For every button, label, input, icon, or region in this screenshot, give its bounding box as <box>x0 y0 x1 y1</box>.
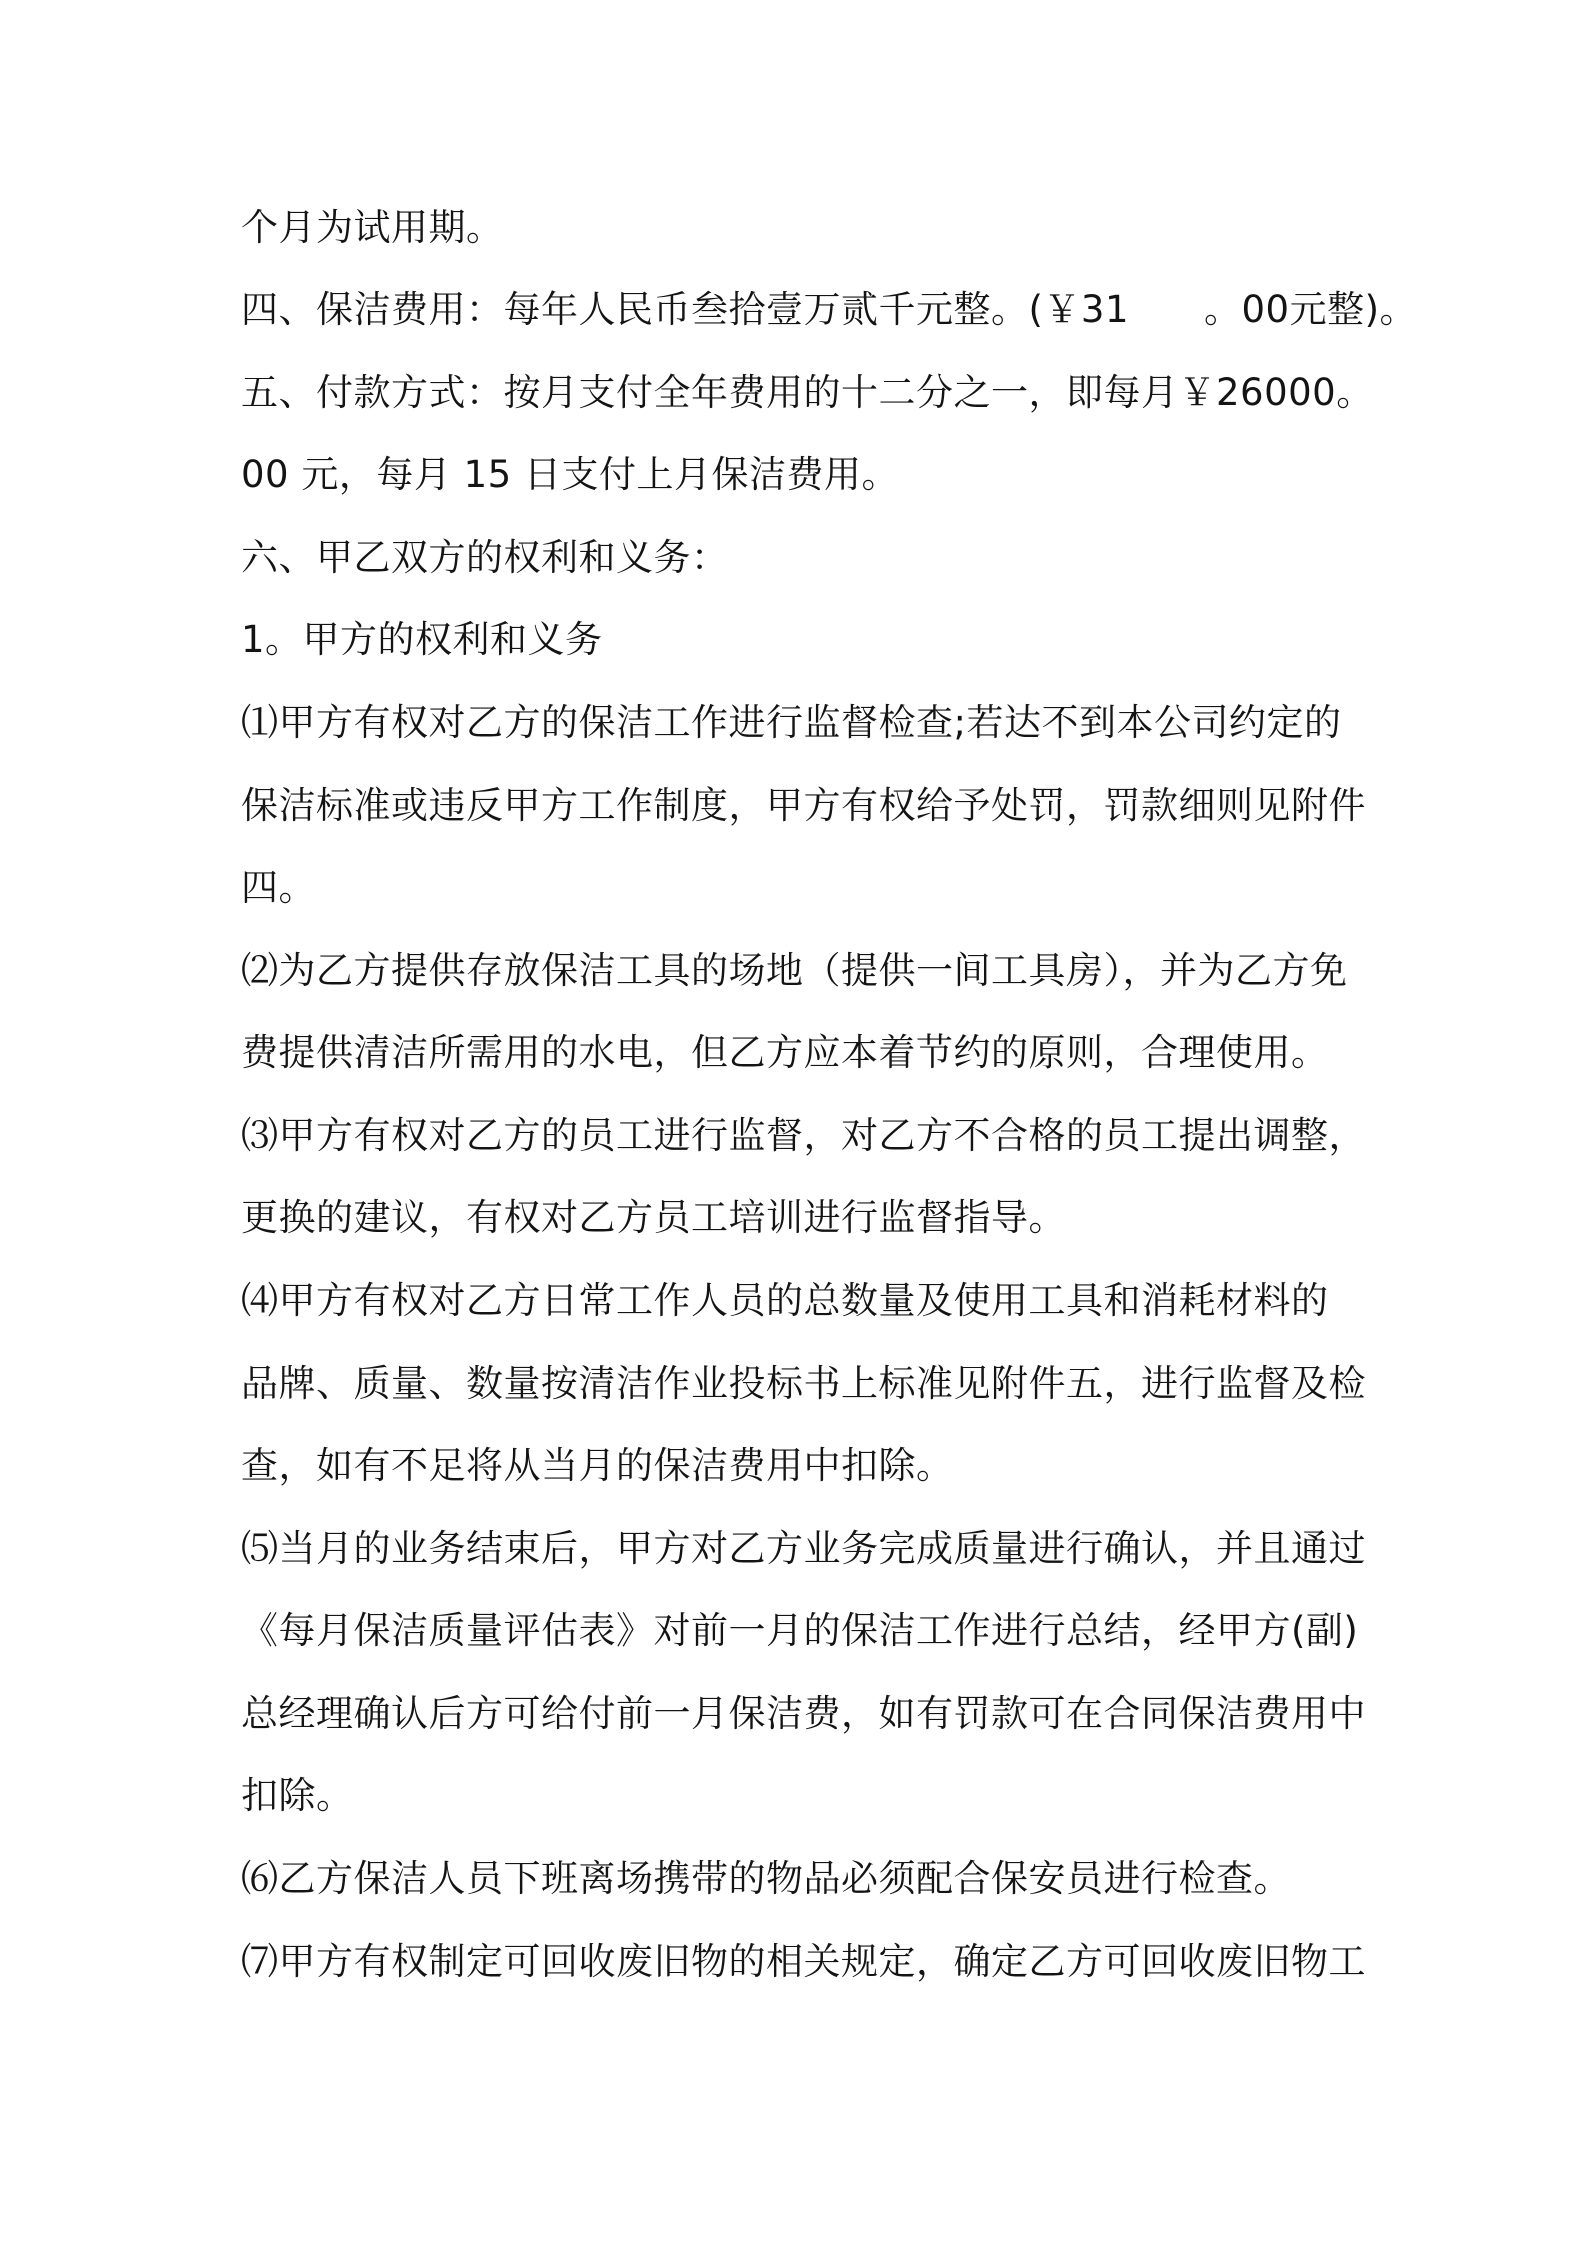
text-line: ⑴甲方有权对乙方的保洁工作进行监督检查;若达不到本公司约定的 <box>241 701 1342 744</box>
text-line: 00 元，每月 15 日支付上月保洁费用。 <box>241 453 899 496</box>
text-line: 四、保洁费用：每年人民币叁拾壹万贰千元整。(￥31 。00元整)。 <box>241 288 1418 331</box>
text-line: 扣除。 <box>241 1774 354 1817</box>
text-line: ⑵为乙方提供存放保洁工具的场地（提供一间工具房），并为乙方免 <box>241 949 1348 992</box>
text-line: 五、付款方式：按月支付全年费用的十二分之一，即每月￥26000。 <box>241 371 1374 414</box>
text-line: 《每月保洁质量评估表》对前一月的保洁工作进行总结，经甲方(副) <box>241 1609 1359 1652</box>
text-line: 更换的建议，有权对乙方员工培训进行监督指导。 <box>241 1196 1066 1239</box>
text-line: 四。 <box>241 866 316 909</box>
text-line: 保洁标准或违反甲方工作制度，甲方有权给予处罚，罚款细则见附件 <box>241 784 1366 827</box>
text-line: ⑹乙方保洁人员下班离场携带的物品必须配合保安员进行检查。 <box>241 1857 1291 1900</box>
text-line: 品牌、质量、数量按清洁作业投标书上标准见附件五，进行监督及检 <box>241 1362 1366 1405</box>
text-line: 六、甲乙双方的权利和义务： <box>241 536 729 579</box>
text-line: 总经理确认后方可给付前一月保洁费，如有罚款可在合同保洁费用中 <box>241 1692 1366 1735</box>
text-line: 查，如有不足将从当月的保洁费用中扣除。 <box>241 1444 954 1487</box>
text-line: ⑺甲方有权制定可回收废旧物的相关规定，确定乙方可回收废旧物工 <box>241 1940 1366 1983</box>
text-line: 个月为试用期。 <box>241 206 504 249</box>
text-line: 1。甲方的权利和义务 <box>241 618 603 661</box>
text-line: ⑸当月的业务结束后，甲方对乙方业务完成质量进行确认，并且通过 <box>241 1527 1366 1570</box>
text-line: ⑷甲方有权对乙方日常工作人员的总数量及使用工具和消耗材料的 <box>241 1279 1329 1322</box>
text-line: 费提供清洁所需用的水电，但乙方应本着节约的原则，合理使用。 <box>241 1031 1329 1074</box>
text-line: ⑶甲方有权对乙方的员工进行监督，对乙方不合格的员工提出调整， <box>241 1114 1366 1157</box>
